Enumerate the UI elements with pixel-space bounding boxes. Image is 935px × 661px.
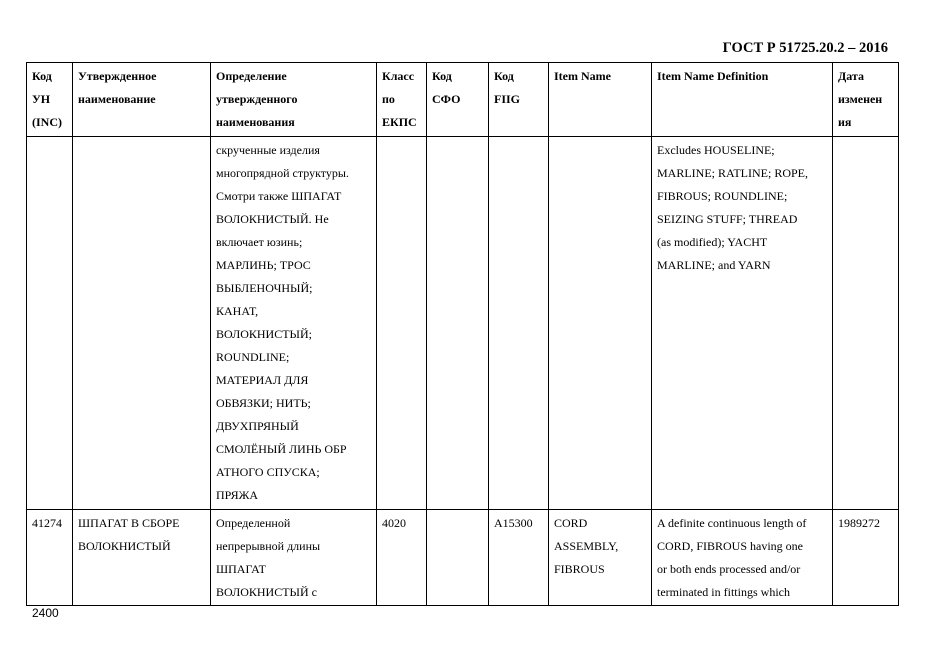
- cell-item-name: [549, 137, 652, 510]
- header-item-name: Item Name: [549, 63, 652, 137]
- cell-class: 4020: [377, 510, 427, 606]
- cell-item-name: CORD ASSEMBLY, FIBROUS: [549, 510, 652, 606]
- cell-sfo: [427, 137, 489, 510]
- cell-approved-name: [73, 137, 211, 510]
- cell-fiig: [489, 137, 549, 510]
- cell-sfo: [427, 510, 489, 606]
- header-date: Дата изменен ия: [833, 63, 899, 137]
- document-code: ГОСТ Р 51725.20.2 – 2016: [722, 40, 888, 56]
- cell-definition: скрученные изделия многопрядной структуры. Смотри также ШПАГАТ ВОЛОКНИСТЫЙ. Не включает юзинь; МАРЛИНЬ; ТРОС ВЫБЛЕНОЧНЫЙ; КАНАТ, ВОЛОКНИСТЫЙ; ROUNDLINE; МАТЕРИАЛ ДЛЯ ОБВЯЗКИ; НИТЬ; ДВУХПРЯНЫЙ СМОЛЁНЫЙ ЛИНЬ ОБР АТНОГО СПУСКА; ПРЯЖА: [211, 137, 377, 510]
- cell-inc: [27, 137, 73, 510]
- header-class: Класс по ЕКПС: [377, 63, 427, 137]
- table-row: [27, 137, 899, 510]
- cell-definition: Определенной непрерывной длины ШПАГАТ ВОЛОКНИСТЫЙ с: [211, 510, 377, 606]
- cell-date: 1989272: [833, 510, 899, 606]
- cell-fiig: A15300: [489, 510, 549, 606]
- cell-class: [377, 137, 427, 510]
- cell-item-definition: A definite continuous length of CORD, FIBROUS having one or both ends processed and/or terminated in fittings which: [652, 510, 833, 606]
- cell-item-definition: Excludes HOUSELINE; MARLINE; RATLINE; ROPE, FIBROUS; ROUNDLINE; SEIZING STUFF; THREAD (as modified); YACHT MARLINE; and YARN: [652, 137, 833, 510]
- cell-inc: 41274: [27, 510, 73, 606]
- cell-date: [833, 137, 899, 510]
- header-item-definition: Item Name Definition: [652, 63, 833, 137]
- table-row: [27, 510, 899, 606]
- header-sfo: Код СФО: [427, 63, 489, 137]
- page-number: 2400: [32, 606, 59, 620]
- header-inc: Код УН (INC): [27, 63, 73, 137]
- inc-table: [26, 62, 899, 606]
- header-definition: Определение утвержденного наименования: [211, 63, 377, 137]
- table-header-row: [27, 63, 899, 137]
- cell-approved-name: ШПАГАТ В СБОРЕ ВОЛОКНИСТЫЙ: [73, 510, 211, 606]
- header-fiig: Код FIIG: [489, 63, 549, 137]
- header-approved-name: Утвержденное наименование: [73, 63, 211, 137]
